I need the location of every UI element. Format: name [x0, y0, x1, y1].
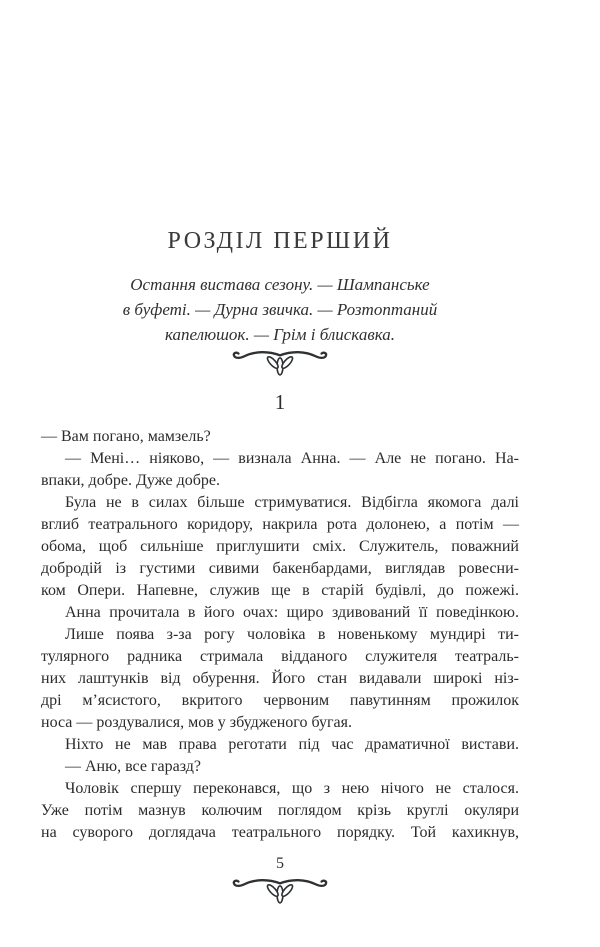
body-text-line: ком Опери. Напевне, служив ще в старій будівлі, до пожежі.	[41, 582, 519, 599]
body-text-line: — Вам погано, мамзель?	[41, 428, 211, 445]
chapter-title: РОЗДІЛ ПЕРШИЙ	[167, 228, 393, 254]
epigraph-line: в буфеті. — Дурна звичка. — Розтоптаний	[122, 300, 438, 319]
body-text-line: носа — роздувалися, мов у збудженого бугая.	[41, 714, 353, 731]
body-text-line: дрі м’ясистого, вкритого червоним павутинням прожилок	[41, 692, 519, 709]
section-number: 1	[274, 390, 286, 414]
chapter-epigraph	[41, 272, 519, 347]
body-text-line: — Аню, все гаразд?	[65, 758, 201, 775]
epigraph-line: капелюшок. — Грім і блискавка.	[165, 325, 395, 344]
body-text	[41, 426, 519, 844]
body-text-line: тулярного радника стримала відданого служителя театраль-	[41, 648, 519, 665]
floral-divider-ornament	[41, 876, 519, 906]
page-number: 5	[276, 855, 284, 872]
epigraph-line: Остання вистава сезону. — Шампанське	[130, 275, 430, 294]
floral-divider-ornament	[41, 348, 519, 378]
body-text-line: Лише поява з-за рогу чоловіка в новенькому мундирі ти-	[65, 626, 519, 643]
body-text-line: впаки, добре. Дуже добре.	[41, 472, 220, 489]
body-text-line: Ніхто не мав права реготати під час драматичної вистави.	[65, 736, 519, 753]
body-text-line: Уже потім мазнув колючим поглядом крізь круглі окуляри	[41, 802, 519, 819]
body-text-line: обома, щоб сильніше приглушити сміх. Служитель, поважний	[41, 538, 519, 555]
body-text-line: добродій із густими сивими бакенбардами, виглядав ровесни-	[41, 560, 519, 577]
body-text-line: — Мені… ніяково, — визнала Анна. — Але не погано. На-	[65, 450, 519, 467]
body-text-line: вглиб театрального коридору, накрила рота долонею, а потім —	[41, 516, 519, 533]
floral-swash-icon	[230, 348, 330, 378]
body-text-line: Анна прочитала в його очах: щиро здивований її поведінкою.	[65, 604, 519, 621]
body-text-line: на суворого доглядача театрального порядку. Той кахикнув,	[41, 824, 519, 841]
body-text-line: них лаштунків від обурення. Його стан видавали широкі ніз-	[41, 670, 519, 687]
body-text-line: Була не в силах більше стримуватися. Відбігла якомога далі	[65, 494, 519, 511]
floral-swash-icon	[230, 876, 330, 906]
body-text-line: Чоловік спершу переконався, що з нею нічого не сталося.	[65, 780, 519, 797]
